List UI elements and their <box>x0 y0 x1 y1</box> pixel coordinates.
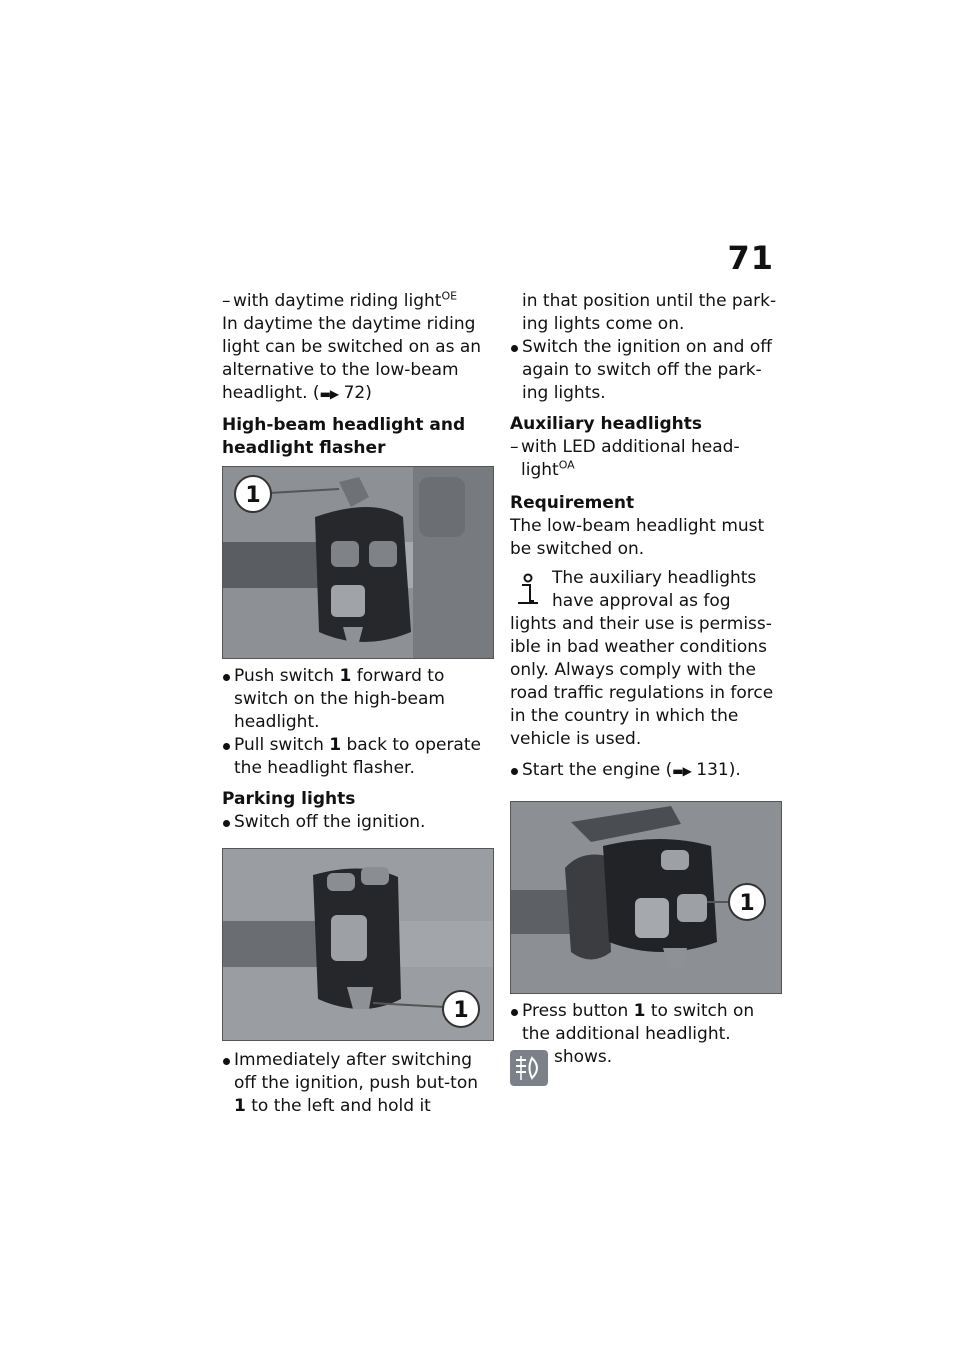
list-item: Pull switch 1 back to operate the headlight flasher. <box>222 734 494 780</box>
list-item: Immediately after switching off the ignition, push but-ton 1 to the left and hold it <box>222 1049 484 1118</box>
highbeam-switch-photo <box>222 466 494 659</box>
list-item: Press button 1 to switch on the additional headlight. <box>510 1000 782 1046</box>
right-column <box>510 290 782 1092</box>
aux-heading: Auxiliary headlights <box>510 414 703 434</box>
fig2-label: 1 <box>453 998 469 1023</box>
left-column <box>222 290 494 1118</box>
highbeam-steps <box>222 665 494 780</box>
drl-option: – with daytime riding light$^{OE}$ <box>222 289 458 311</box>
arrow-reference-icon: ▬▶ <box>672 764 691 778</box>
parking-steps-2 <box>222 1049 484 1118</box>
requirement-heading: Requirement <box>510 493 635 513</box>
drl-text: In daytime the daytime riding light can be switched on as an alternative to the low-beam headlight. (▬▶ 72) <box>222 314 482 403</box>
parking-heading: Parking lights <box>222 789 356 809</box>
info-icon <box>508 569 548 609</box>
highbeam-heading: High-beam headlight and headlight flasher <box>222 415 466 458</box>
fig3-label: 1 <box>739 891 755 916</box>
parking-steps-3 <box>510 336 782 405</box>
parking-switch-photo <box>222 848 494 1041</box>
list-item: Start the engine (▬▶ 131). <box>510 759 782 783</box>
indicator-row <box>510 1046 782 1092</box>
page-number: 71 <box>727 239 774 277</box>
auxiliary-headlight-indicator-icon <box>510 1050 548 1086</box>
requirement-text: The low-beam headlight must be switched on. <box>510 516 765 559</box>
list-item: Switch off the ignition. <box>222 811 494 834</box>
aux-steps <box>510 759 782 783</box>
aux-option: – with LED additional head- light$^{OA}$ <box>510 437 740 480</box>
parking-steps <box>222 811 494 834</box>
info-note: The auxiliary headlights have approval as fog lights and their use is permiss-ible in bad weather conditions only. Always comply with the road traffic regulations in force in the country in which the vehicle is used. <box>510 568 774 749</box>
fig1-label: 1 <box>245 483 261 508</box>
aux-switch-photo <box>510 801 782 994</box>
shows-text: shows. <box>554 1047 613 1067</box>
continued-text: in that position until the park-ing lights come on. <box>522 291 777 334</box>
arrow-reference-icon: ▬▶ <box>319 387 339 401</box>
aux-steps-2 <box>510 1000 782 1046</box>
list-item: Switch the ignition on and off again to switch off the park-ing lights. <box>510 336 782 405</box>
list-item: Push switch 1 forward to switch on the high-beam headlight. <box>222 665 494 734</box>
